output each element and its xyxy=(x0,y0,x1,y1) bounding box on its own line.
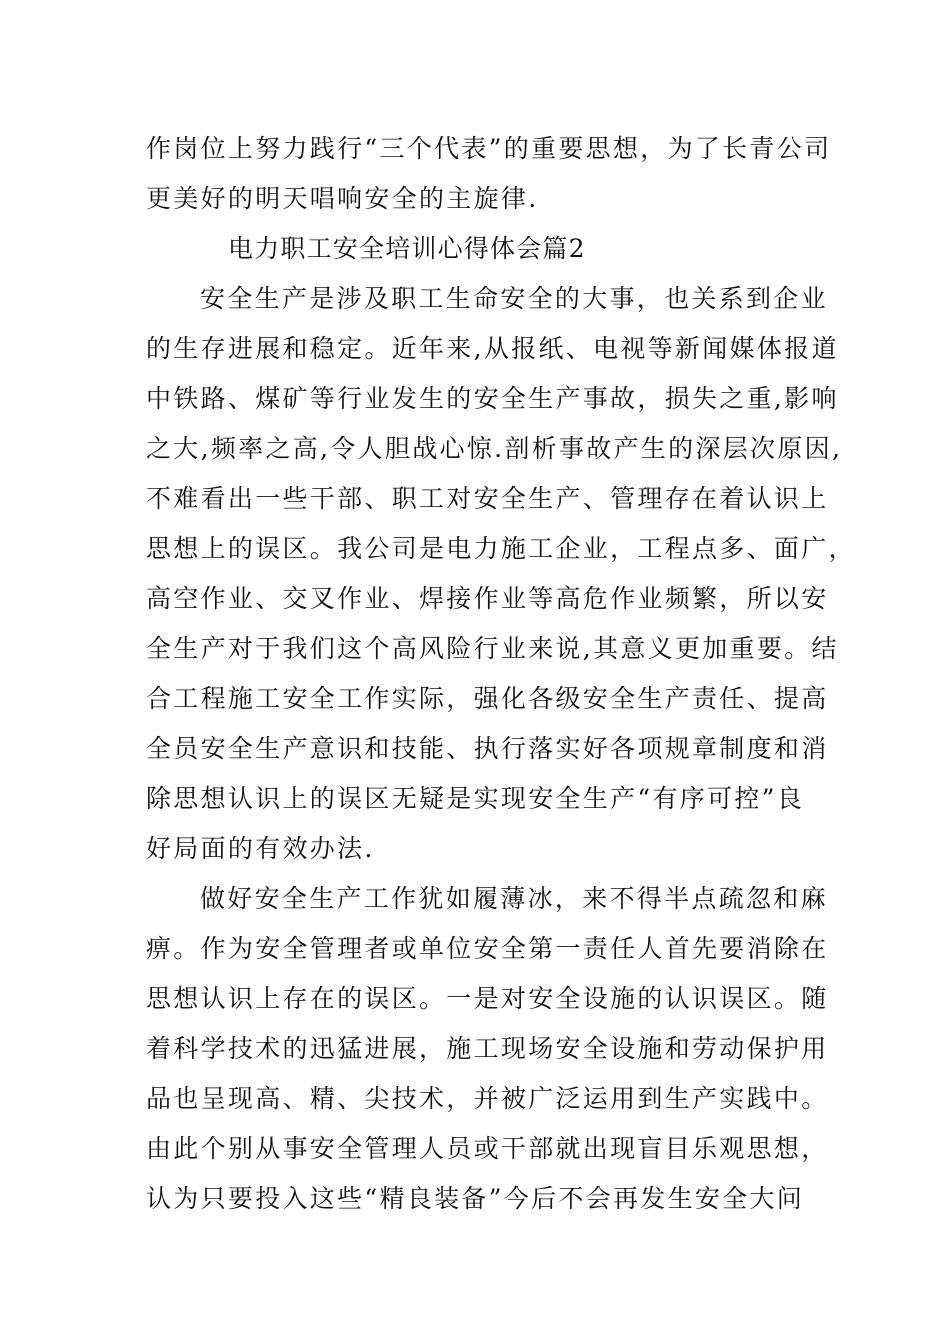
text-line: 思想上的误区。我公司是电力施工企业，工程点多、面广， xyxy=(146,534,856,563)
text-line: 更美好的明天唱响安全的主旋律. xyxy=(146,184,539,213)
text-line: 做好安全生产工作犹如履薄冰，来不得半点疏忽和麻 xyxy=(200,884,828,913)
text-line: 不难看出一些干部、职工对安全生产、管理存在着认识上 xyxy=(146,484,829,513)
text-line: 思想认识上存在的误区。一是对安全设施的认识误区。随 xyxy=(146,984,829,1013)
section-heading: 电力职工安全培训心得体会篇2 xyxy=(228,234,586,263)
text-line: 高空作业、交叉作业、焊接作业等高危作业频繁，所以安 xyxy=(146,584,829,613)
text-line: 全生产对于我们这个高风险行业来说,其意义更加重要。结 xyxy=(146,634,839,663)
text-line: 痹。作为安全管理者或单位安全第一责任人首先要消除在 xyxy=(146,934,829,963)
text-line: 安全生产是涉及职工生命安全的大事，也关系到企业 xyxy=(200,284,828,313)
text-line: 合工程施工安全工作实际，强化各级安全生产责任、提高 xyxy=(146,684,829,713)
text-line: 全员安全生产意识和技能、执行落实好各项规章制度和消 xyxy=(146,734,829,763)
text-line: 作岗位上努力践行“三个代表”的重要思想，为了长青公司 xyxy=(146,134,832,163)
text-line: 之大,频率之高,令人胆战心惊.剖析事故产生的深层次原因, xyxy=(146,434,843,463)
text-line: 好局面的有效办法. xyxy=(146,834,375,863)
text-line: 的生存进展和稳定。近年来,从报纸、电视等新闻媒体报道 xyxy=(146,334,839,363)
text-line: 品也呈现高、精、尖技术，并被广泛运用到生产实践中。 xyxy=(146,1084,829,1113)
text-line: 认为只要投入这些“精良装备”今后不会再发生安全大问 xyxy=(146,1184,805,1213)
text-line: 除思想认识上的误区无疑是实现安全生产“有序可控”良 xyxy=(146,784,805,813)
text-line: 由此个别从事安全管理人员或干部就出现盲目乐观思想， xyxy=(146,1134,829,1163)
text-line: 着科学技术的迅猛进展，施工现场安全设施和劳动保护用 xyxy=(146,1034,829,1063)
text-line: 中铁路、煤矿等行业发生的安全生产事故，损失之重,影响 xyxy=(146,384,839,413)
